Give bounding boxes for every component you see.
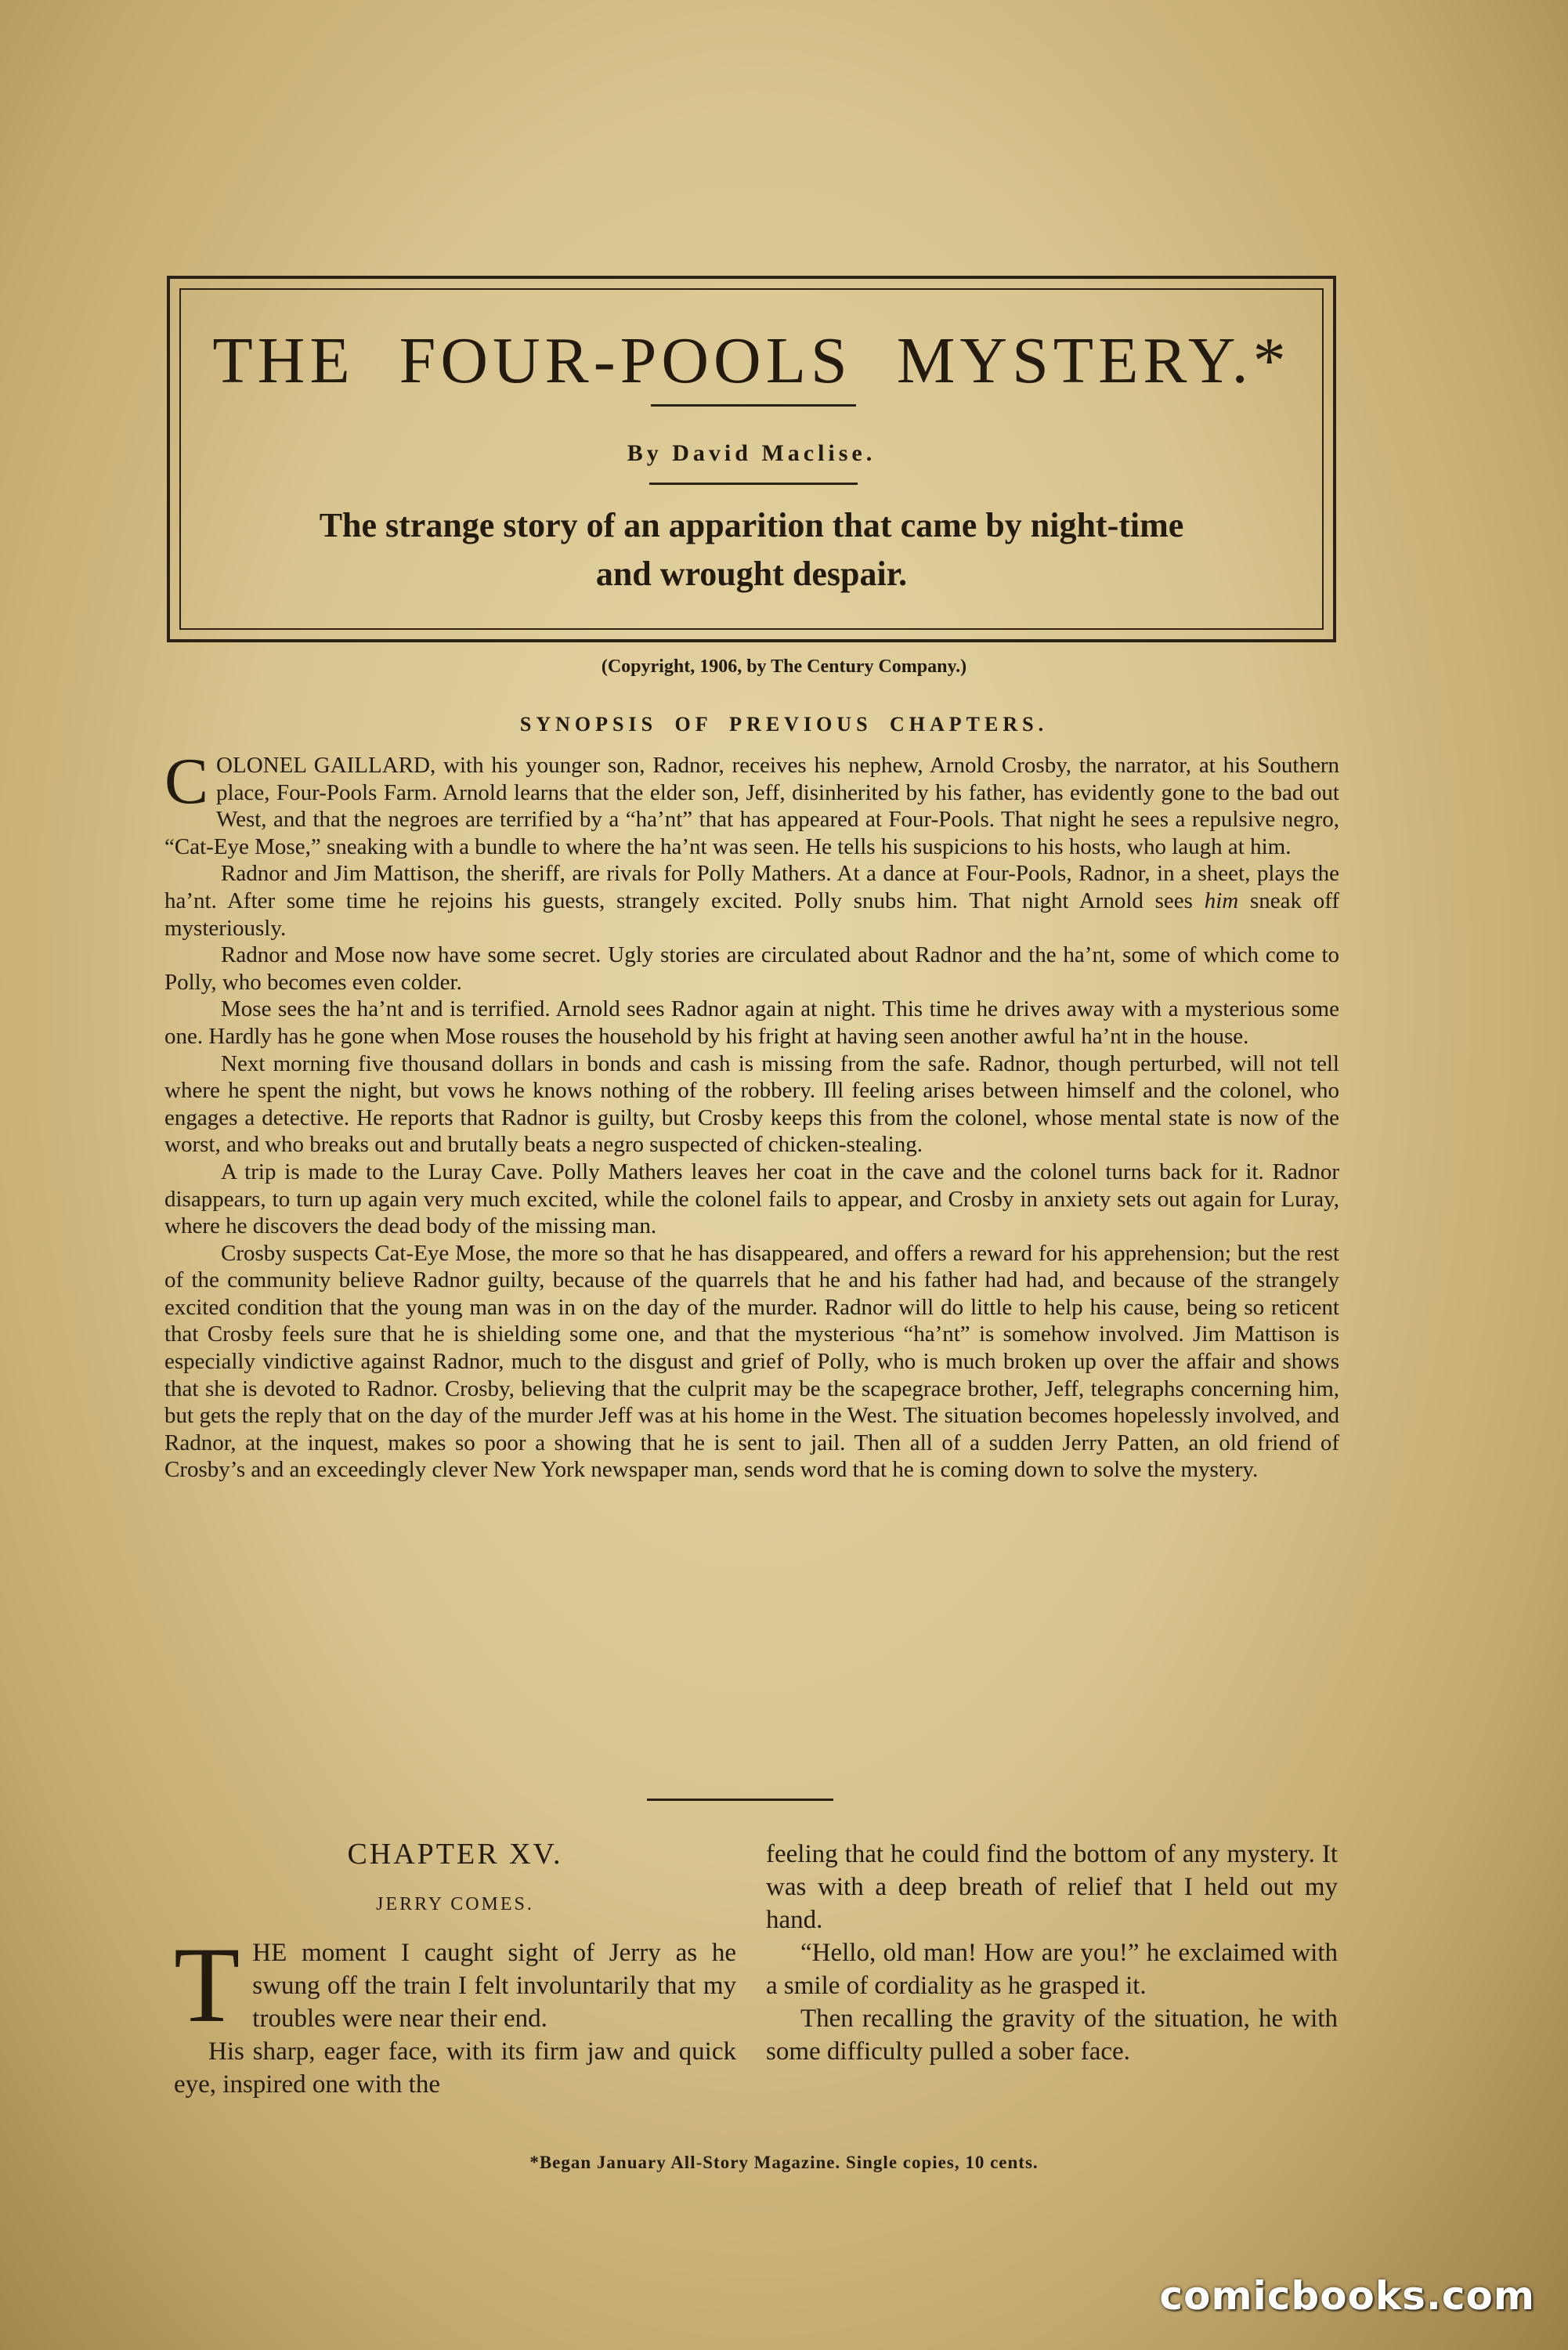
synopsis-drop-cap: C: [164, 745, 209, 818]
watermark: comicbooks.com: [1159, 2273, 1535, 2319]
copyright-notice: (Copyright, 1906, by The Century Company.): [601, 656, 967, 677]
story-deck: [204, 501, 1299, 598]
chapter-column-left: [174, 1838, 736, 2101]
synopsis-p2-b: sneak off mysteriously.: [164, 888, 1339, 941]
synopsis-p2-emphasis: him: [1204, 888, 1239, 913]
synopsis-p2-a: Radnor and Jim Mattison, the sheriff, are rivals for Polly Mathers. At a dance at Four-Pools, Radnor, in a sheet, plays the ha’nt. After some time he rejoins his guests, strangely excited. Polly snubs him. That night Arnold sees: [164, 861, 1339, 913]
chapter-paragraph: [174, 1925, 736, 2044]
synopsis-heading: SYNOPSIS OF PREVIOUS CHAPTERS.: [519, 713, 1049, 736]
title-rule: [651, 404, 856, 407]
chapter-paragraph: “Hello, old man! How are you!” he exclaimed with a smile of cordiality as he grasped it.: [766, 1939, 1338, 2000]
chapter-title: CHAPTER XV.: [347, 1838, 563, 1871]
synopsis-paragraph: A trip is made to the Luray Cave. Polly Mathers leaves her coat in the cave and the colonel turns back for it. Radnor disappears, to turn up again very much excited, while the colonel fails to appear, and Crosby in anxiety sets out again for Luray, where he discovers the dead body of the missing man.: [164, 1159, 1339, 1239]
chapter-paragraph: Then recalling the gravity of the situation, he with some difficulty pulled a sober face.: [766, 2005, 1338, 2066]
synopsis-text: [164, 745, 1339, 1484]
synopsis-paragraph: Crosby suspects Cat-Eye Mose, the more so that he has disappeared, and offers a reward for his apprehension; but the rest of the community believe Radnor guilty, because of the quarrels that he and his father had had, and because of the strangely excited condition that the young man was in on the day of the murder. Radnor will do little to help his cause, being so reticent that Crosby feels sure that he is shielding some one, and that the mysterious “ha’nt” is somehow involved. Jim Mattison is especially vindictive against Radnor, much to the disgust and grief of Polly, who is much broken up over the affair and shows that she is devoted to Radnor. Crosby, believing that the culprit may be the scapegrace brother, Jeff, telegraphs concerning him, but gets the reply that on the day of the murder Jeff was at his home in the West. The situation becomes hopelessly involved, and Radnor, at the inquest, makes so poor a showing that he is sent to jail. Then all of a sudden Jerry Patten, an old friend of Crosby’s and an exceedingly clever New York newspaper man, sends word that he is coming down to solve the mystery.: [164, 1240, 1339, 1483]
byline: By David Maclise.: [627, 440, 876, 466]
synopsis-paragraph: [164, 860, 1339, 942]
chapter-paragraph: His sharp, eager face, with its firm jaw and quick eye, inspired one with the: [174, 2037, 736, 2099]
chapter-drop-cap: T: [174, 1925, 240, 2044]
chapter-subtitle: JERRY COMES.: [376, 1894, 534, 1914]
byline-rule: [649, 483, 858, 485]
title-box-inner-border: [179, 288, 1324, 630]
chapter-left-p1: HE moment I caught sight of Jerry as he swung off the train I felt involuntarily that my troubles were near their end.: [252, 1939, 736, 2033]
deck-line-1: The strange story of an apparition that came by night-time: [319, 506, 1184, 544]
deck-line-2: and wrought despair.: [595, 555, 908, 593]
synopsis-paragraph: [164, 745, 1339, 860]
synopsis-p1: OLONEL GAILLARD, with his younger son, Radnor, receives his nephew, Arnold Crosby, the narrator, at his Southern place, Four-Pools Farm. Arnold learns that the elder son, Jeff, disinherited by his father, has evidently gone to the bad out West, and that the negroes are terrified by a “ha’nt” that has appeared at Four-Pools. That night he sees a repulsive negro, “Cat-Eye Mose,” sneaking with a bundle to where the ha’nt was seen. He tells his suspicions to his hosts, who laugh at him.: [164, 753, 1339, 859]
title-box: [167, 276, 1336, 642]
section-separator: [647, 1799, 833, 1801]
synopsis-paragraph: Radnor and Mose now have some secret. Ugly stories are circulated about Radnor and the ha’nt, some of which come to Polly, who becomes even colder.: [164, 942, 1339, 995]
synopsis-paragraph: Mose sees the ha’nt and is terrified. Arnold sees Radnor again at night. This time he drives away with a mysterious some one. Hardly has he gone when Mose rouses the household by his fright at having seen another awful ha’nt in the house.: [164, 996, 1339, 1049]
chapter-paragraph: feeling that he could find the bottom of any mystery. It was with a deep breath of relief that I held out my hand.: [766, 1840, 1338, 1934]
footnote: *Began January All-Story Magazine. Single copies, 10 cents.: [529, 2153, 1039, 2172]
synopsis-paragraph: Next morning five thousand dollars in bonds and cash is missing from the safe. Radnor, though perturbed, will not tell where he spent the night, but vows he knows nothing of the robbery. Ill feeling arises between himself and the colonel, who engages a detective. He reports that Radnor is guilty, but Crosby keeps this from the colonel, whose mental state is now of the worst, and who breaks out and brutally beats a negro suspected of chicken-stealing.: [164, 1050, 1339, 1158]
chapter-column-right: [766, 1838, 1338, 2068]
story-title: THE FOUR-POOLS MYSTERY.*: [212, 324, 1291, 397]
